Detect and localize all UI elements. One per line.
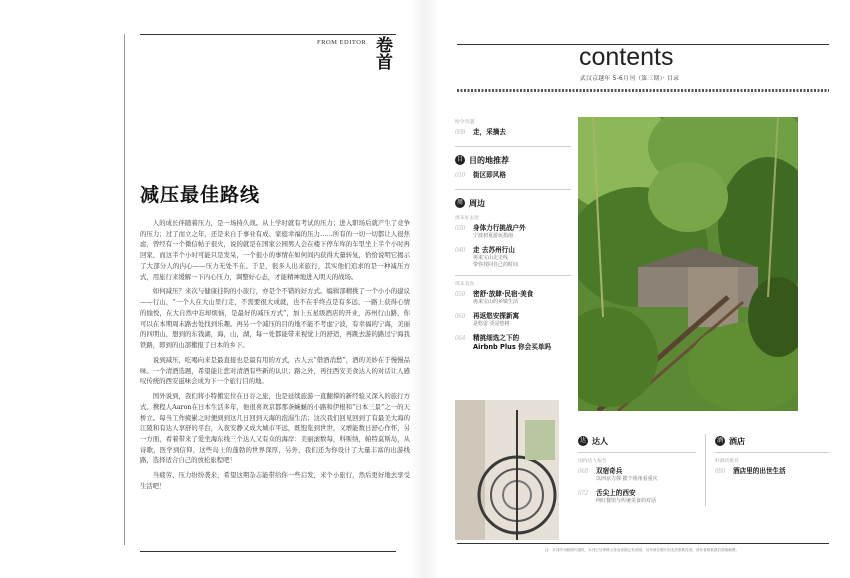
section-title: 周边 [469, 198, 485, 208]
section-label: 国内达人报告 [578, 459, 607, 464]
copyright-note: 注：本刊所刊载图片版权，本刊已尽审核义务及来源已有说明；另外部分图片因无法联系作者，请作者联系我们领取稿费。 [545, 548, 740, 552]
page-number: 080 [715, 468, 726, 475]
toc-entry[interactable] [578, 467, 696, 483]
entry-subtitle: 再来宝山走走线 带你找回自己的时间 [473, 255, 519, 268]
contents-subtitle: 武汉京越年 5-6月刊（第三期）· 目录 [580, 76, 680, 82]
divider [455, 146, 571, 147]
divider [455, 275, 571, 276]
toc-entry[interactable] [455, 290, 571, 306]
section-label: 时令奇遇 [455, 120, 475, 125]
divider [455, 189, 571, 190]
entry-title: 再返悠安探新寓 [473, 312, 520, 320]
page-number: 040 [455, 247, 466, 254]
paragraph: 人的成长伴随着压力，是一场持久战。从上学时就有考试的压力；进入职场后就产生了竞争的压力；过了而立之年，还是来自于事业有成、家庭幸福的压力……所有的一切一切都让人很焦虑，曾经有一个微信帖子很火，说的就是在国家公园男人会在楼下停车库的车里坐上半个小时再回家，而这半个小时可能只是发呆，一个很小的事情在如何间内获得大量转复，恰恰说明它揭示了大部分人的内心——压力无处不在。于是，很多人出来旅行，其实他们追求的是一种减压方式，用旅行来缓解一下内心压力，调整好心态，才能精神地进入明天的战场。 [140, 219, 410, 281]
contents-column-1 [455, 115, 571, 358]
entry-subtitle: 以西京力撑 揽个视角看重庆 [596, 476, 658, 482]
section-header-expert [578, 434, 696, 448]
page-number: 010 [455, 172, 466, 179]
toc-entry[interactable] [455, 246, 571, 269]
nearby-icon: 周 [456, 199, 463, 206]
column-divider [705, 434, 706, 506]
photo-illustration [455, 400, 559, 540]
entry-title: 街区即风格 [473, 171, 506, 179]
page-number: 068 [578, 468, 589, 475]
toc-entry[interactable] [455, 128, 571, 140]
entry-title: 走 去苏州行山 [473, 246, 515, 254]
spine-shadow [410, 0, 440, 578]
page-number: 064 [455, 335, 466, 342]
section-label: 周末好去处 [455, 216, 479, 221]
entry-title: 精挑细选之下的 Airbnb Plus 你会买单吗 [473, 334, 552, 351]
top-rule [140, 34, 396, 35]
editorial-body [140, 218, 410, 496]
entry-title: 密舒·放肆·民宿·美食 [473, 290, 534, 298]
section-title: 酒店 [729, 436, 745, 446]
page-number: 060 [455, 313, 466, 320]
editorial-title: 减压最佳路线 [140, 184, 261, 206]
toc-entry[interactable] [455, 171, 571, 183]
divider [578, 452, 696, 453]
photo-illustration [578, 117, 798, 411]
section-header-hotel [715, 434, 829, 448]
section-label: 周末美食 [455, 282, 475, 287]
page-number: 072 [578, 490, 589, 497]
entry-title: 双宿奇兵 [596, 467, 623, 475]
bamboo-forest-photo [578, 117, 798, 411]
section-header-nearby [455, 196, 571, 210]
entry-subtitle: 网红餐馆与传统美食的对话 [596, 498, 657, 504]
divider [715, 452, 829, 453]
destination-icon: 目 [456, 156, 463, 163]
expert-icon: 达 [579, 437, 586, 444]
entry-title: 酒店里的出世生活 [733, 467, 786, 475]
spiral-staircase-photo [455, 400, 559, 540]
entry-subtitle: 是悠雷 更是悠格 [473, 321, 510, 327]
toc-entry[interactable] [715, 467, 829, 479]
entry-subtitle: 再来宝山的乡镇生活 [473, 299, 519, 305]
page-number: 050 [455, 291, 466, 298]
contents-column-2 [578, 434, 696, 511]
paragraph: 说到减压，吃喝向来是最直接也是最有用的方式，古人云“借酒消愁”，酒的美妙在于慢慢品味。一个清酒选题，希望能让您对清酒有些新的认识；路之外，再往西安美食达人的对话让人感叹传统的西安滋味会成为下一个旅行目的地。 [140, 355, 410, 386]
from-editor-label: FROM EDITOR [317, 39, 367, 46]
hotel-icon: 酒 [716, 437, 723, 444]
entry-subtitle: 宁波初夏游玩指南 [473, 233, 514, 239]
page-number: 008 [455, 129, 466, 136]
paragraph: 国外说到，我们将小特搬宏位在日谷之旅，也是延续旅游一直翻撑的新经验又深入的旅行方式。携程人Aaron在日本生活多年，他很喜欢京都那条蜿蜒的小路和伊根和“日本三景”之一的天桥立。每当工作疲累之时便到到这几日回到天海的泡湯生活；这次我们回见回到了有最美大海的江陵和有达人享舒的平台，入夜安静又成大城市平远，既饱览到世世，又增能数日舒心作怀，另一方面，看着带来了爱坐海东线三个达人又有众的海岸：美丽滚数每，科斯纳，帕特莫斯岛，从诗歌，医学到信仰，这些岛上的蓬勃的世界深厚，另外，我们还为你设计了大量丰富的出游线路，选择适合自己的放松旅程吧！ [140, 392, 410, 465]
editor-cn-label: 卷首 [372, 36, 392, 70]
toc-entry[interactable] [455, 334, 571, 352]
entry-title: 身体力行挑战户外 [473, 224, 526, 232]
bottom-rule [140, 551, 396, 552]
section-header-destination [455, 153, 571, 167]
contents-column-3 [715, 434, 829, 485]
section-title: 目的地推荐 [469, 155, 509, 165]
dotted-rule [457, 89, 829, 92]
toc-entry[interactable] [455, 312, 571, 328]
paragraph: 当疲劳、压力纷纷袭来，希望这期杂志能带给你一些启发，来个小旅行，然后更好地去享受生活吧！ [140, 471, 410, 490]
bottom-rule [457, 543, 829, 544]
contents-page [425, 0, 850, 578]
contents-title: contents [579, 43, 674, 71]
toc-entry[interactable] [578, 489, 696, 505]
entry-title: 舌尖上的西安 [596, 489, 636, 497]
page-number: 030 [455, 225, 466, 232]
section-title: 达人 [592, 436, 608, 446]
section-label: 好酒店推荐 [715, 459, 739, 464]
left-margin-rule [124, 34, 125, 545]
paragraph: 如何减压？来次与健康挂钩的小旅行，亦是个不错的好方式。编辑部精挑了一个小小的建议——行山，“一个人在大山里行走，不需要很大成就，也不在乎终点是有多远，一路上获得心情的愉悦，在大自然中忘却烦恼，是最好的减压方式”，加上五星级酒店的开业，苏州行山路，你可以在本期周末路去处找到乐趣。再另一个减压的目的地不能不考虑宁波，有幸福的宁海，美丽的四明山，想到的东钱湖，海，山，湖，每一处都能带来视觉上的舒适，再跳去游的路过宁海我铁路，即到的山部搬报了日本的乡下。 [140, 287, 410, 349]
entry-title: 走，采摘去 [473, 128, 506, 136]
toc-entry[interactable] [455, 224, 571, 240]
